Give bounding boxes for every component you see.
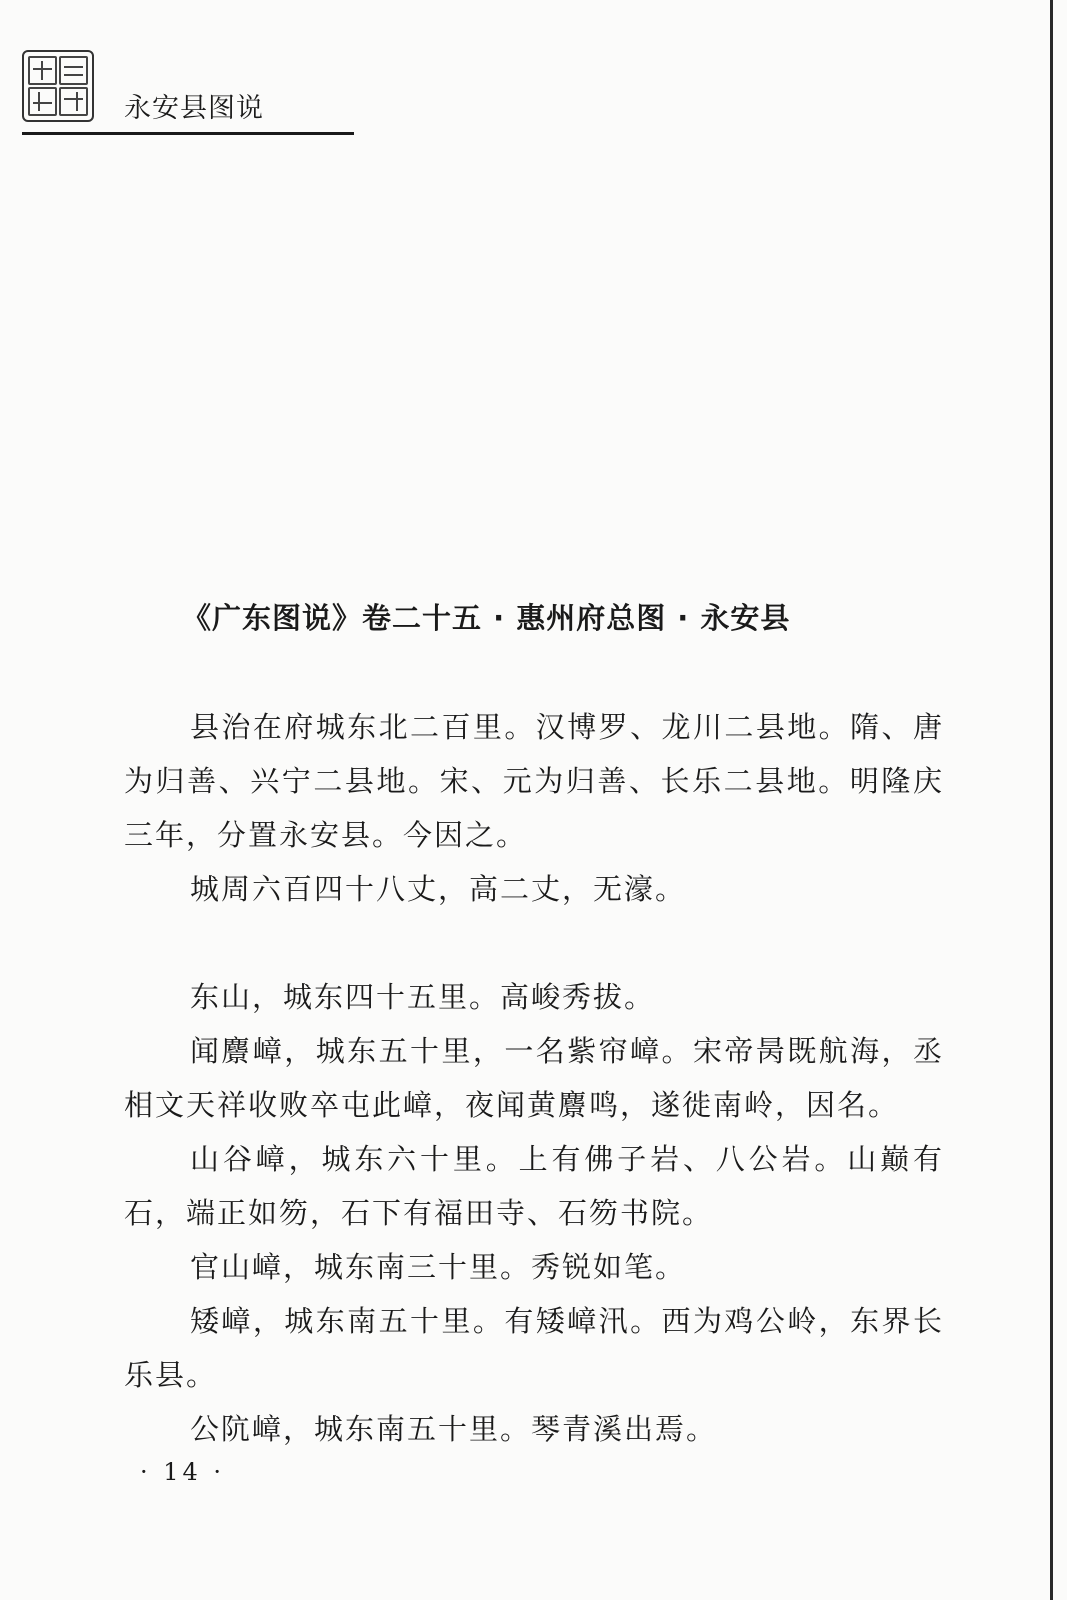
page-edge-line <box>1050 0 1053 1600</box>
paragraph: 官山嶂，城东南三十里。秀锐如笔。 <box>190 1250 687 1284</box>
running-head: 永安县图说 <box>124 93 264 124</box>
header-rule <box>22 132 354 135</box>
paragraph: 山谷嶂，城东六十里。上有佛子岩、八公岩。山巅有石，端正如笏，石下有福田寺、石笏书院。 <box>124 1142 944 1230</box>
paragraph: 县治在府城东北二百里。汉博罗、龙川二县地。隋、唐为归善、兴宁二县地。宋、元为归善、长乐二县地。明隆庆三年，分置永安县。今因之。 <box>124 710 944 852</box>
paragraph: 公阬嶂，城东南五十里。琴青溪出焉。 <box>190 1412 718 1446</box>
page-number: · 14 · <box>140 1458 226 1486</box>
paragraph: 城周六百四十八丈，高二丈，无濠。 <box>190 872 687 906</box>
section-title: 《广东图说》卷二十五 · 惠州府总图 · 永安县 <box>182 601 791 635</box>
paragraph: 矮嶂，城东南五十里。有矮嶂汛。西为鸡公岭，东界长乐县。 <box>124 1304 944 1392</box>
body-text <box>124 700 944 1456</box>
paragraph: 闻麖嶂，城东五十里，一名紫帘嶂。宋帝昺既航海，丞相文天祥收败卒屯此嶂，夜闻黄麖鸣，遂徙南岭，因名。 <box>124 1034 944 1122</box>
paragraph: 东山，城东四十五里。高峻秀拔。 <box>190 980 656 1014</box>
seal-logo <box>22 50 94 122</box>
paragraph-gap <box>124 916 944 970</box>
